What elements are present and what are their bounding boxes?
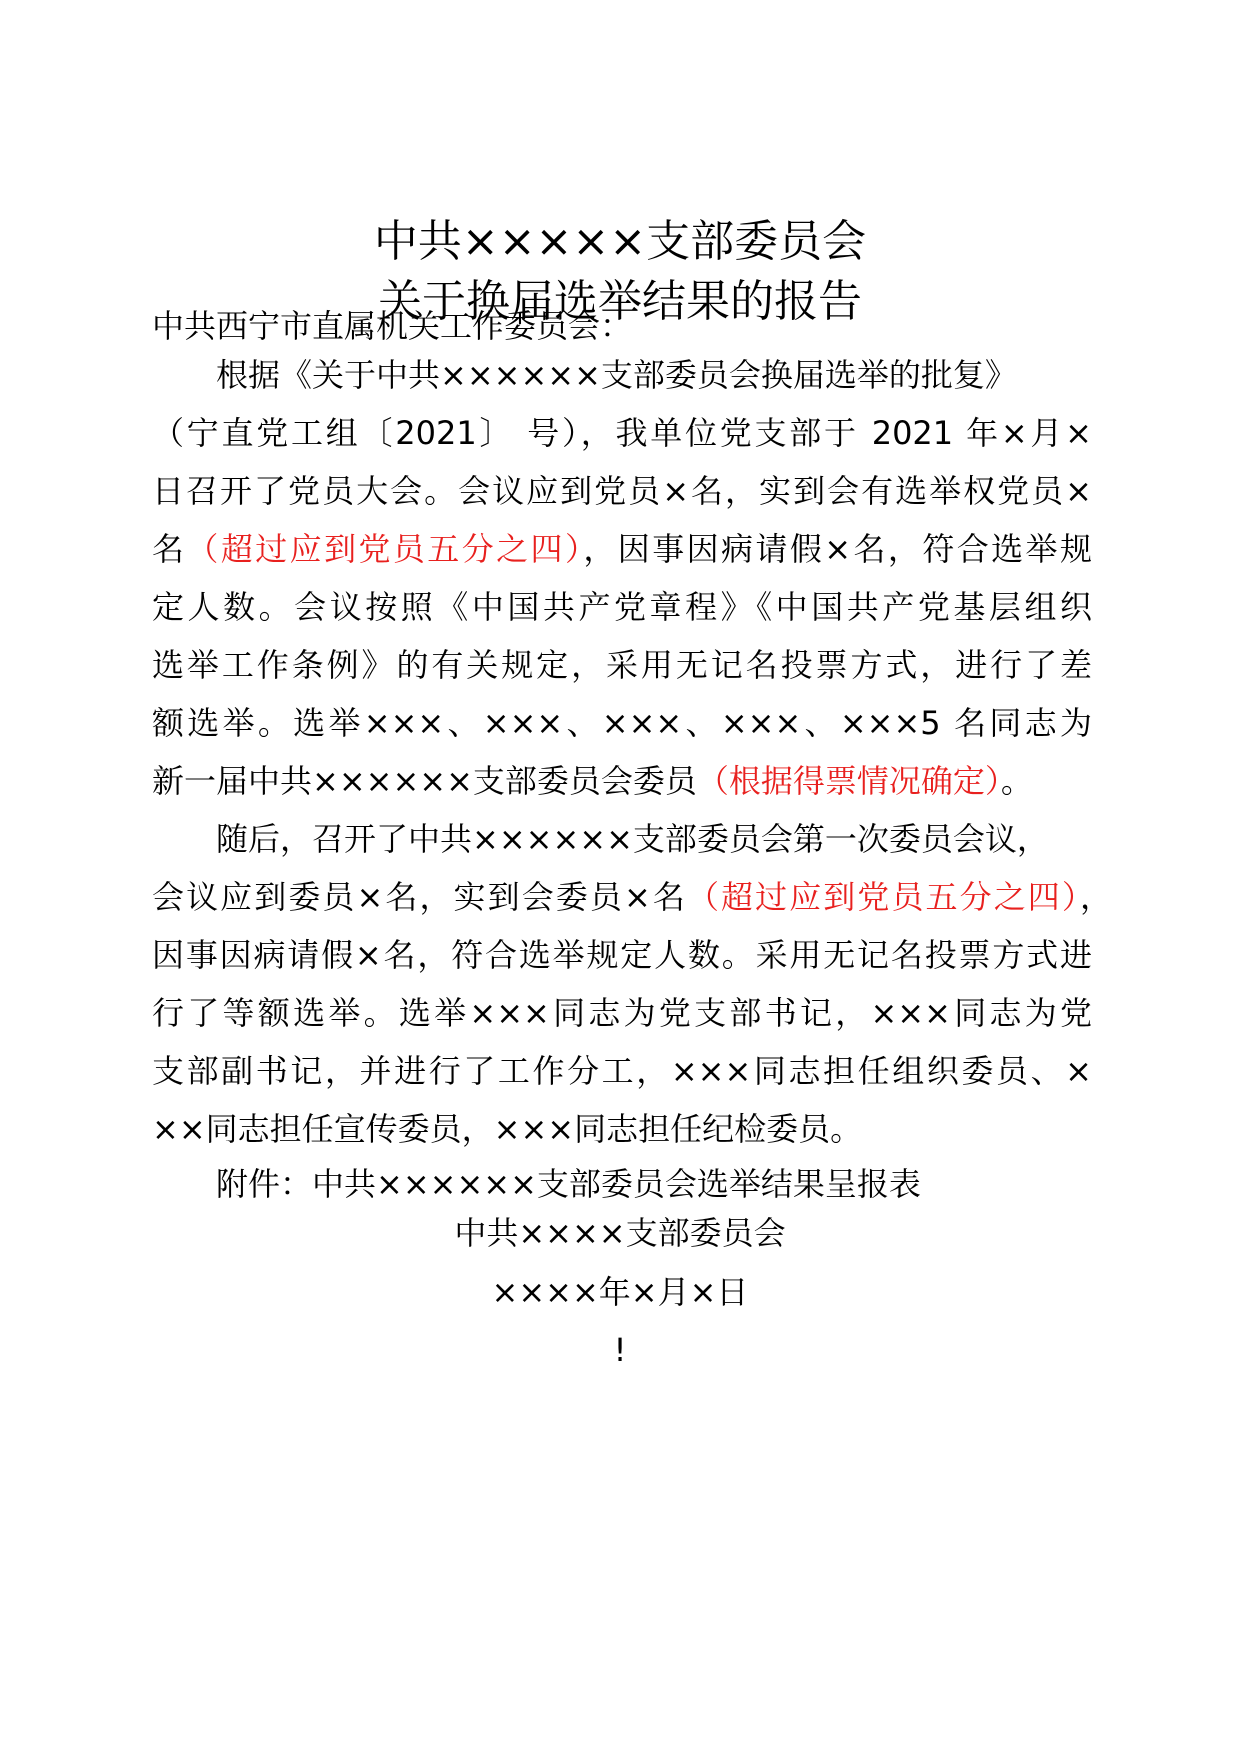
para1-line-7: 额选举。选举×××、×××、×××、×××、×××5 名同志为 <box>152 704 1092 742</box>
para1-line-8-a: 新一届中共××××××支部委员会委员 <box>152 762 697 800</box>
para2-line-5: 支部副书记，并进行了工作分工，×××同志担任组织委员、× <box>152 1052 1092 1090</box>
para2-line-2 <box>152 877 1112 917</box>
para1-line-6: 选举工作条例》的有关规定，采用无记名投票方式，进行了差 <box>152 646 1092 684</box>
para2-line-3: 因事因病请假×名，符合选举规定人数。采用无记名投票方式进 <box>152 936 1092 974</box>
para1-line-2: （宁直党工组〔2021〕 号），我单位党支部于 2021 年×月× <box>152 414 1092 452</box>
addressee: 中共西宁市直属机关工作委员会： <box>152 307 633 345</box>
trailing-mark: ! <box>613 1331 627 1369</box>
title-line-2: 关于换届选举结果的报告 <box>378 276 862 327</box>
title-line-1: 中共×××××支部委员会 <box>373 216 867 267</box>
para1-line-8-c: 。 <box>1000 762 1033 800</box>
attachment-note: 附件：中共××××××支部委员会选举结果呈报表 <box>216 1165 921 1203</box>
highlight-note-votes: （根据得票情况确定） <box>696 762 1001 800</box>
para2-line-4: 行了等额选举。选举×××同志为党支部书记，×××同志为党 <box>152 994 1092 1032</box>
para1-line-5: 定人数。会议按照《中国共产党章程》《中国共产党基层组织 <box>152 588 1092 626</box>
para1-line-1: 根据《关于中共××××××支部委员会换届选举的批复》 <box>216 356 1017 394</box>
para1-line-8 <box>152 761 1092 801</box>
signature-org: 中共××××支部委员会 <box>454 1214 786 1252</box>
para2-line-6: ××同志担任宣传委员，×××同志担任纪检委员。 <box>152 1110 863 1148</box>
para2-line-1: 随后，召开了中共××××××支部委员会第一次委员会议， <box>216 820 1049 858</box>
highlight-note-quorum: （超过应到党员五分之四） <box>186 530 584 568</box>
para2-line-2-a: 会议应到委员×名，实到会委员×名 <box>152 878 687 916</box>
para1-line-3: 日召开了党员大会。会议应到党员×名，实到会有选举权党员× <box>152 472 1092 510</box>
para2-line-2-c: ， <box>1079 878 1112 916</box>
para1-line-4-a: 名 <box>152 530 187 568</box>
para1-line-4 <box>152 529 1092 569</box>
highlight-note-quorum-2: （超过应到党员五分之四） <box>686 878 1080 916</box>
para1-line-4-c: ，因事因病请假×名，符合选举规 <box>583 530 1092 568</box>
signature-date: ××××年×月×日 <box>491 1273 749 1311</box>
